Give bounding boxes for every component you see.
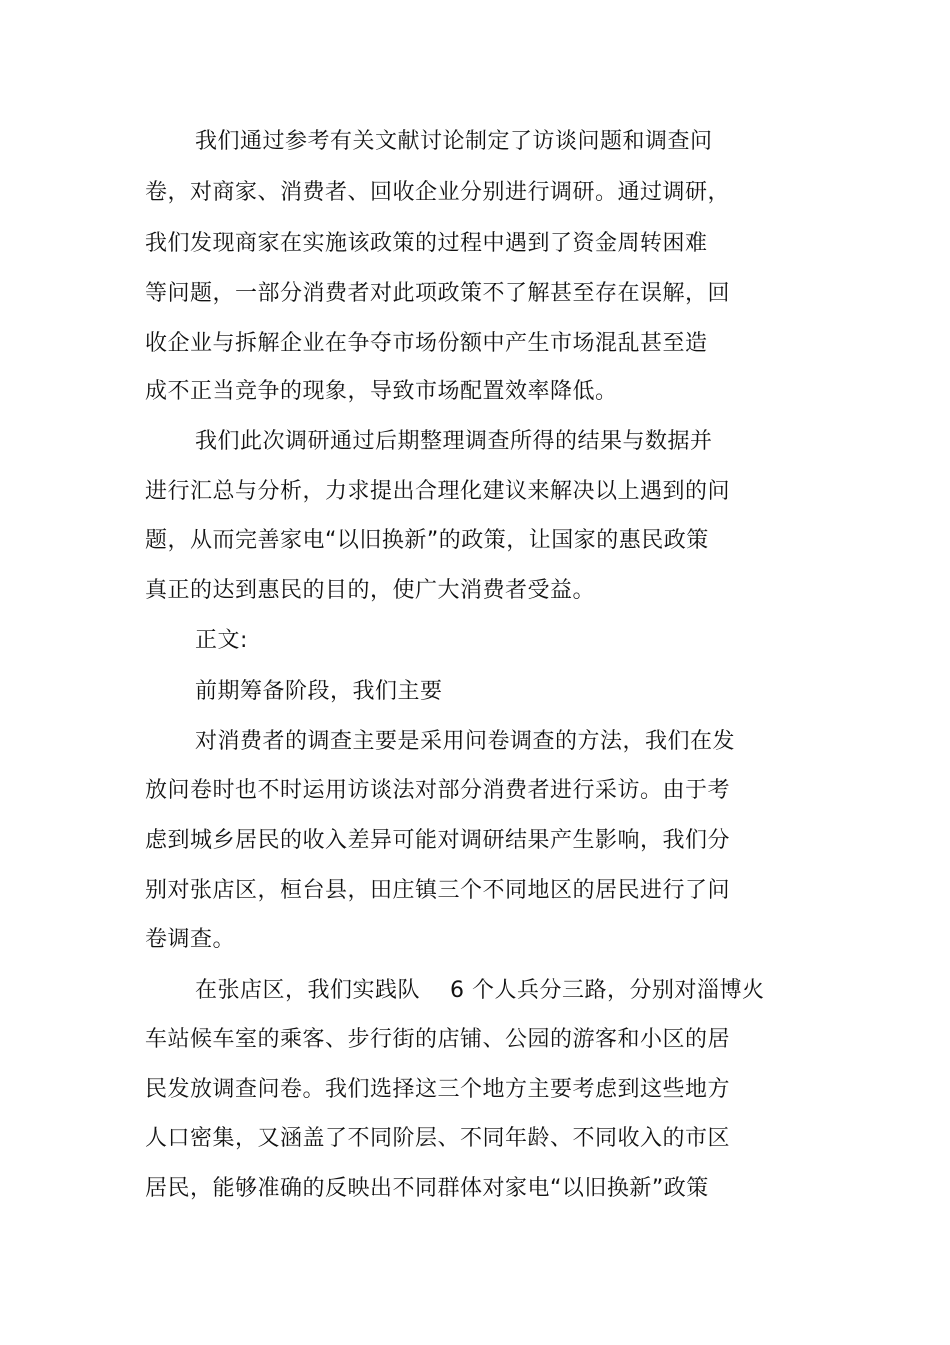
paragraph-line: 车站候车室的乘客、步行街的店铺、公园的游客和小区的居 — [145, 1027, 731, 1052]
paragraph-line: 虑到城乡居民的收入差异可能对调研结果产生影响，我们分 — [145, 828, 731, 853]
paragraph-line: 卷，对商家、消费者、回收企业分别进行调研。通过调研， — [145, 180, 731, 205]
paragraph-line: 别对张店区，桓台县，田庄镇三个不同地区的居民进行了问 — [145, 878, 731, 903]
paragraph-line: 前期筹备阶段，我们主要 — [195, 679, 443, 704]
paragraph-line: 对消费者的调查主要是采用问卷调查的方法，我们在发 — [195, 729, 736, 754]
section-heading: 正文: — [195, 628, 248, 653]
paragraph-line: 放问卷时也不时运用访谈法对部分消费者进行采访。由于考 — [145, 778, 731, 803]
paragraph-line: 我们此次调研通过后期整理调查所得的结果与数据并 — [195, 429, 713, 454]
paragraph-line: 进行汇总与分析，力求提出合理化建议来解决以上遇到的问 — [145, 479, 731, 504]
paragraph-line: 卷调查。 — [145, 927, 236, 952]
paragraph-line: 我们发现商家在实施该政策的过程中遇到了资金周转困难 — [145, 231, 708, 256]
paragraph-line: 题，从而完善家电“以旧换新”的政策，让国家的惠民政策 — [145, 528, 709, 553]
paragraph-line: 收企业与拆解企业在争夺市场份额中产生市场混乱甚至造 — [145, 331, 708, 356]
paragraph-line: 成不正当竞争的现象，导致市场配置效率降低。 — [145, 379, 618, 404]
paragraph-line: 真正的达到惠民的目的，使广大消费者受益。 — [145, 578, 596, 603]
paragraph-line: 民发放调查问卷。我们选择这三个地方主要考虑到这些地方 — [145, 1077, 731, 1102]
paragraph-line: 我们通过参考有关文献讨论制定了访谈问题和调查问 — [195, 129, 713, 154]
paragraph-line: 人口密集，又涵盖了不同阶层、不同年龄、不同收入的市区 — [145, 1126, 731, 1151]
paragraph-line: 在张店区，我们实践队 6 个人兵分三路，分别对淄博火 — [195, 978, 765, 1003]
paragraph-line: 居民，能够准确的反映出不同群体对家电“以旧换新”政策 — [145, 1176, 709, 1201]
paragraph-line: 等问题，一部分消费者对此项政策不了解甚至存在误解，回 — [145, 281, 731, 306]
